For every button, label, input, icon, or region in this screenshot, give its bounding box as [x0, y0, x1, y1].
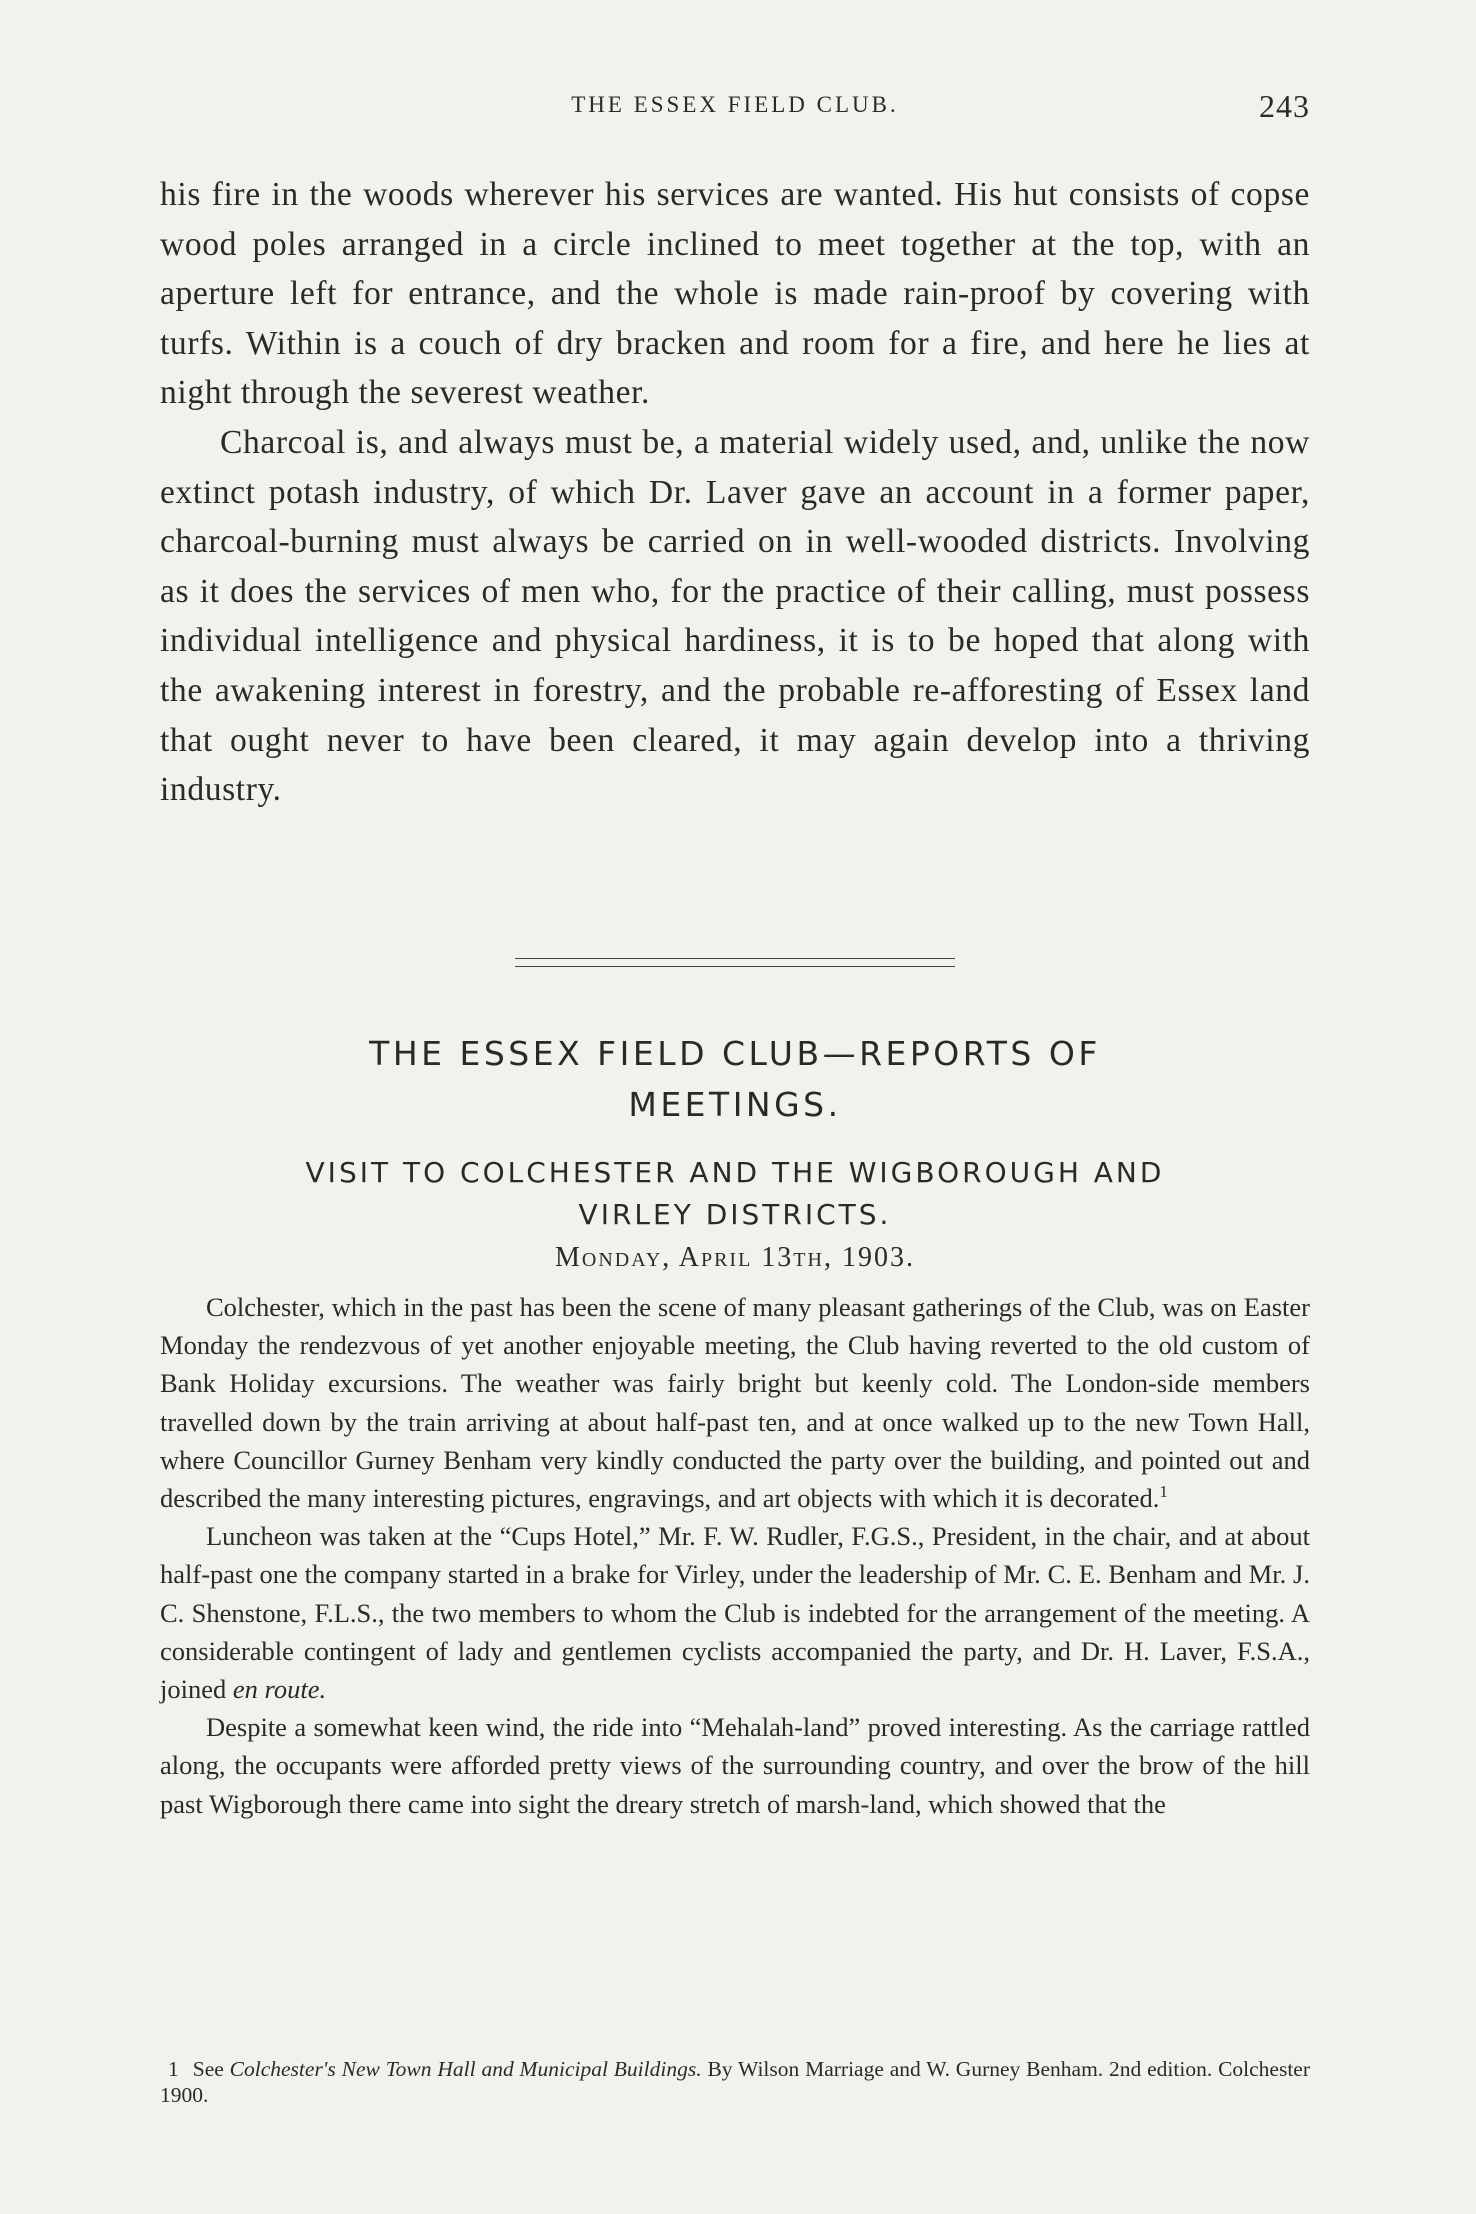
- meeting-title-line-2: VIRLEY DISTRICTS.: [578, 1198, 892, 1231]
- page-number: 243: [1259, 88, 1310, 124]
- report-paragraph-1-text: Colchester, which in the past has been the scene of many pleasant gatherings of the Club, was on Easter Monday the rendezvous of yet another enjoyable meeting, the Club having reverted to the old custom of Bank Holiday excursions. The weather was fairly bright but keenly cold. The London-side members travelled down by the train arriving at about half-past ten, and at once walked up to the new Town Hall, where Councillor Gurney Benham very kindly conducted the party over the building, and pointed out and described the many interesting pictures, engravings, and art objects with which it is decorated.: [160, 1292, 1310, 1514]
- meeting-title-line-1: VISIT TO COLCHESTER AND THE WIGBOROUGH AND: [305, 1156, 1165, 1189]
- footnote-rest: By Wilson Marriage and W. Gurney Benham. 2nd edition. Colchester 1900.: [160, 2057, 1311, 2107]
- running-head: [160, 88, 1310, 128]
- report-paragraph-2-text: Luncheon was taken at the “Cups Hotel,” Mr. F. W. Rudler, F.G.S., President, in the chair, and at about half-past one the company started in a brake for Virley, under the leadership of Mr. C. E. Benham and Mr. J. C. Shenstone, F.L.S., the two members to whom the Club is indebted for the arrangement of the meeting. A considerable contingent of lady and gentlemen cyclists accompanied the party, and Dr. H. Laver, F.S.A., joined: [160, 1521, 1310, 1705]
- report-paragraph-3: Despite a somewhat keen wind, the ride into “Mehalah-land” proved interesting. As the carriage rattled along, the occupants were afforded pretty views of the surrounding country, and over the brow of the hill past Wigborough there came into sight the dreary stretch of marsh-land, which showed that the: [160, 1712, 1310, 1819]
- meeting-date: Monday, April 13th, 1903.: [555, 1242, 915, 1273]
- essay-continuation: [160, 170, 1310, 815]
- meeting-report: [160, 1288, 1310, 1823]
- section-heading: [160, 1028, 1310, 1130]
- report-paragraph-2-italic: en route.: [232, 1674, 327, 1705]
- section-heading-line-2: MEETINGS.: [628, 1085, 842, 1124]
- essay-paragraph-2: Charcoal is, and always must be, a material widely used, and, unlike the now extinct potash industry, of which Dr. Laver gave an account in a former paper, charcoal-burning must always be carried on in well-wooded districts. Involving as it does the services of men who, for the practice of their calling, must possess individual intelligence and physical hardiness, it is to be hoped that along with the awakening interest in forestry, and the probable re-afforesting of Essex land that ought never to have been cleared, it may again develop into a thriving industry.: [160, 423, 1310, 809]
- section-heading-line-1: THE ESSEX FIELD CLUB—REPORTS OF: [369, 1034, 1101, 1073]
- footnote-reference: 1: [1159, 1482, 1168, 1502]
- footnote-lead: See: [192, 2057, 224, 2081]
- section-divider-rule-top: [515, 958, 955, 959]
- report-paragraph-1: [160, 1288, 1310, 1517]
- footnote: [160, 2056, 1310, 2108]
- footnote-mark: 1: [168, 2057, 179, 2081]
- footnote-title: Colchester's New Town Hall and Municipal Buildings.: [229, 2057, 702, 2081]
- section-divider-rule-bottom: [515, 966, 955, 967]
- running-title: THE ESSEX FIELD CLUB.: [571, 92, 899, 117]
- essay-paragraph-1: his fire in the woods wherever his services are wanted. His hut consists of copse wood poles arranged in a circle inclined to meet together at the top, with an aperture left for entrance, and the whole is made rain-proof by covering with turfs. Within is a couch of dry bracken and room for a fire, and here he lies at night through the severest weather.: [160, 176, 1310, 412]
- footnote-text: [160, 2056, 1310, 2108]
- meeting-title: [160, 1152, 1310, 1236]
- report-paragraph-2: [160, 1517, 1310, 1708]
